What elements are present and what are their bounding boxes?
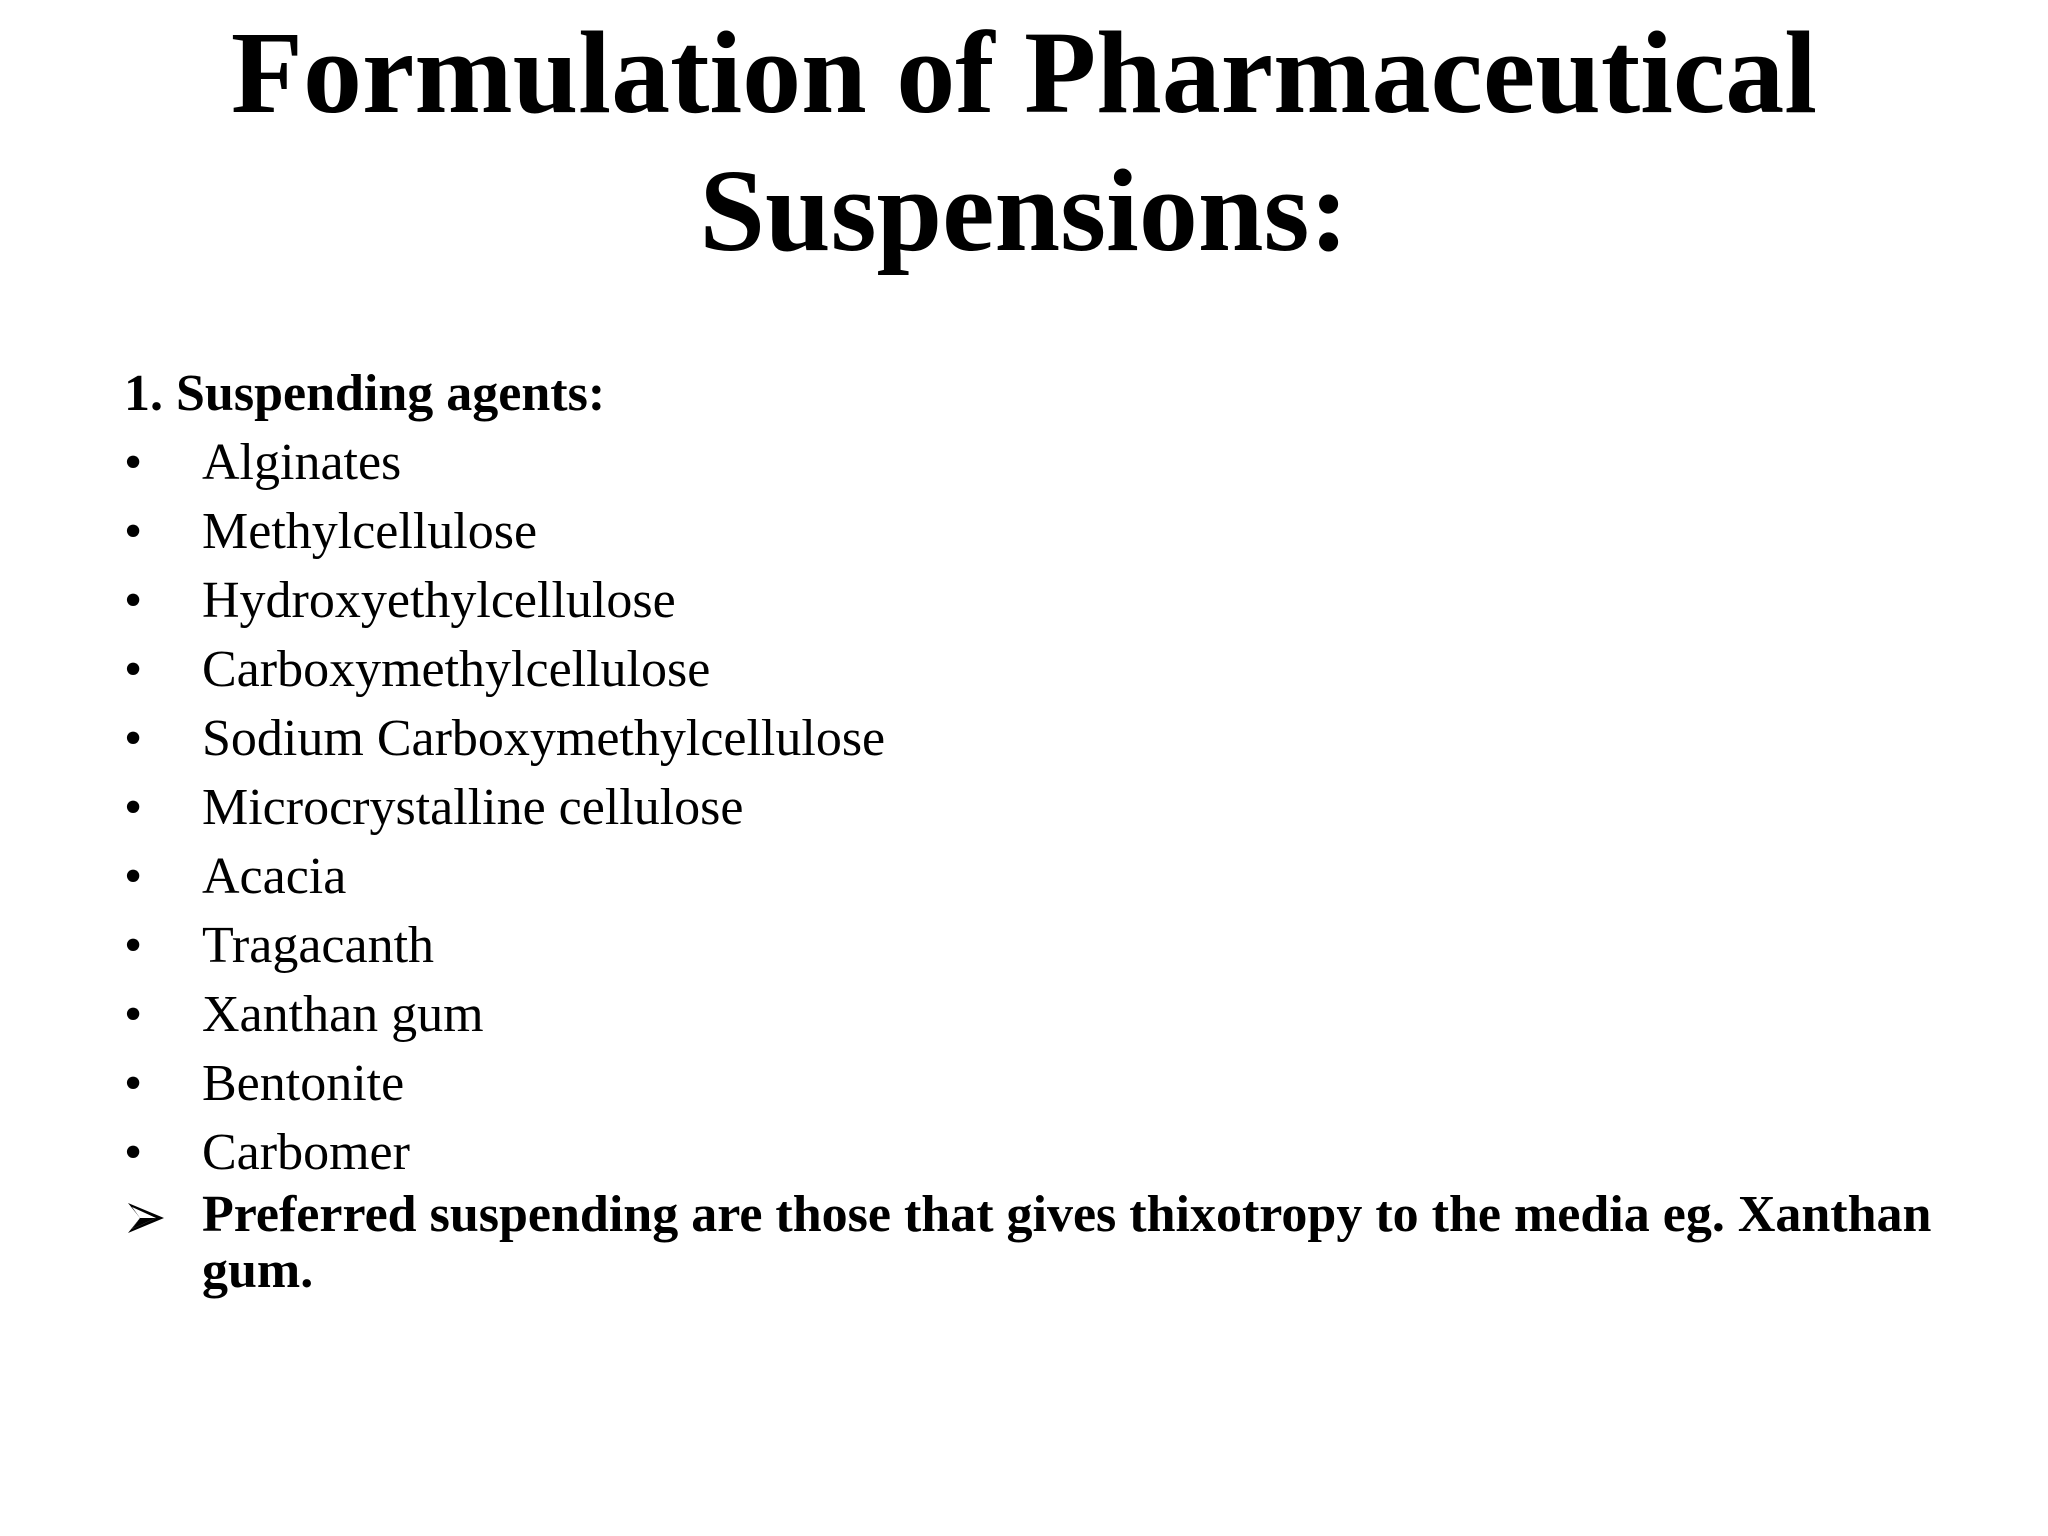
bullet-icon: • xyxy=(124,572,143,629)
bullet-icon: • xyxy=(124,986,143,1043)
list-item-label: Sodium Carboxymethylcellulose xyxy=(202,710,886,767)
bullet-icon: • xyxy=(124,1124,143,1181)
title-line-2: Suspensions: xyxy=(699,145,1349,276)
suspending-agents-list xyxy=(124,428,1984,1187)
list-item-label: Methylcellulose xyxy=(202,503,538,560)
preferred-agent-note xyxy=(124,1187,1984,1299)
list-item-label: Xanthan gum xyxy=(202,986,484,1043)
page-title xyxy=(0,4,2048,280)
bullet-icon: • xyxy=(124,710,143,767)
section-heading: 1. Suspending agents: xyxy=(124,365,606,422)
list-item-label: Tragacanth xyxy=(202,917,435,974)
list-item xyxy=(124,635,1984,704)
list-item xyxy=(124,911,1984,980)
bullet-icon: • xyxy=(124,917,143,974)
bullet-icon: • xyxy=(124,1055,143,1112)
list-item-label: Bentonite xyxy=(202,1055,405,1112)
list-item-label: Acacia xyxy=(202,848,347,905)
list-item-label: Alginates xyxy=(202,434,402,491)
list-item-label: Carbomer xyxy=(202,1124,410,1181)
list-item xyxy=(124,497,1984,566)
list-item xyxy=(124,566,1984,635)
list-item xyxy=(124,1049,1984,1118)
list-item xyxy=(124,773,1984,842)
bullet-icon: • xyxy=(124,641,143,698)
bullet-icon: • xyxy=(124,503,143,560)
list-item xyxy=(124,1118,1984,1187)
list-item xyxy=(124,704,1984,773)
list-item xyxy=(124,428,1984,497)
list-item-label: Hydroxyethylcellulose xyxy=(202,572,676,629)
bullet-icon: • xyxy=(124,779,143,836)
list-item xyxy=(124,842,1984,911)
list-item xyxy=(124,980,1984,1049)
arrowhead-bullet-icon xyxy=(126,1201,166,1235)
bullet-icon: • xyxy=(124,434,143,491)
list-item-label: Carboxymethylcellulose xyxy=(202,641,711,698)
note-text: Preferred suspending are those that gives thixotropy to the media eg. Xanthan gum. xyxy=(202,1186,1932,1299)
slide-content xyxy=(124,360,1984,1299)
list-item-label: Microcrystalline cellulose xyxy=(202,779,744,836)
bullet-icon: • xyxy=(124,848,143,905)
title-line-1: Formulation of Pharmaceutical xyxy=(230,7,1818,138)
